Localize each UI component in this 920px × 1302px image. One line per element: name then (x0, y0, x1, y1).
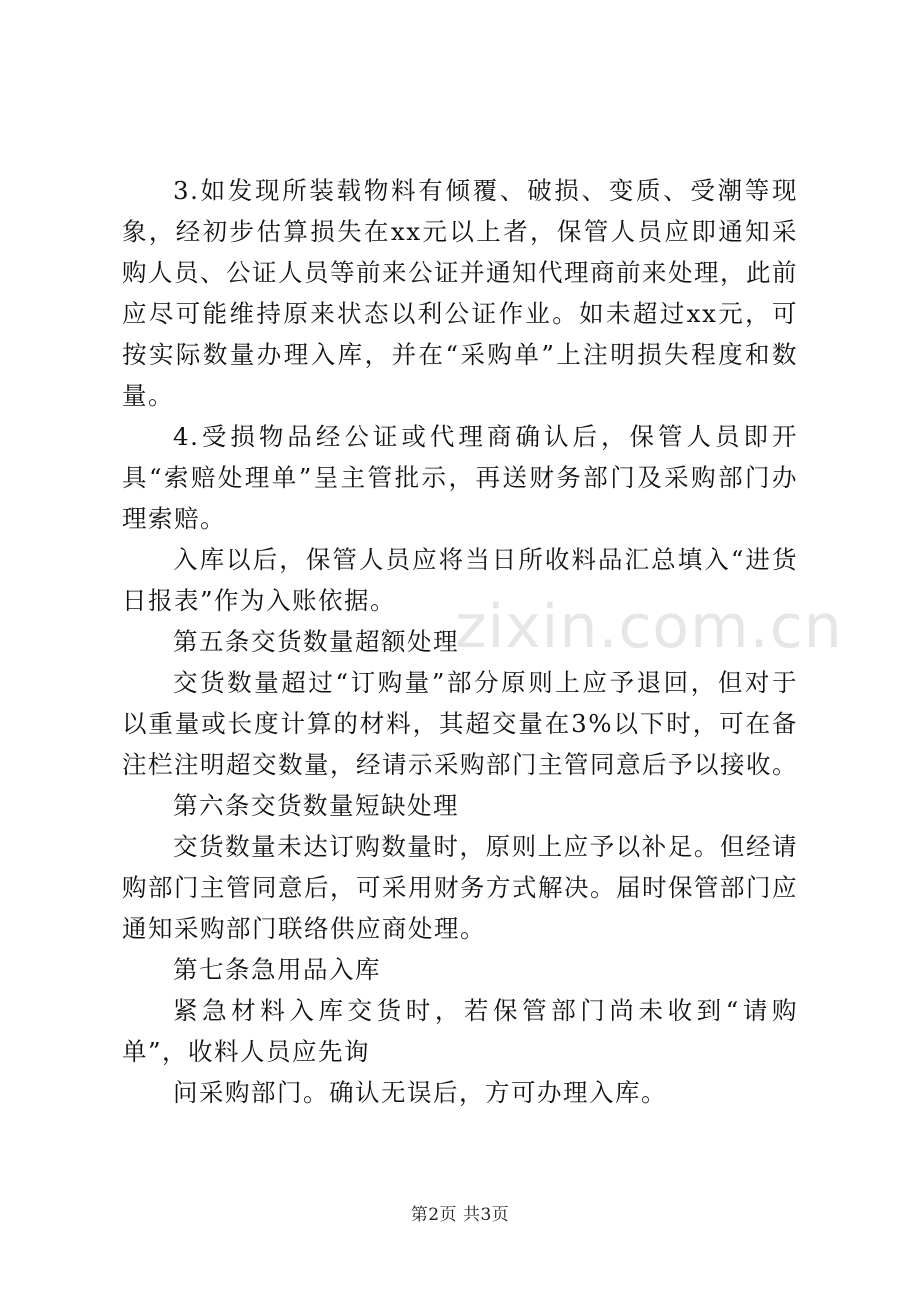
paragraph-article-6: 交货数量未达订购数量时，原则上应予以补足。但经请购部门主管同意后，可采用财务方式解决。届时保管部门应通知采购部门联络供应商处理。 (122, 832, 798, 943)
section-heading-article-6: 第六条交货数量短缺处理 (173, 791, 459, 820)
paragraph-item-4: 4.受损物品经公证或代理商确认后，保管人员即开具“索赔处理单”呈主管批示，再送财务部门及采购部门办理索赔。 (122, 422, 798, 533)
section-heading-article-7: 第七条急用品入库 (173, 955, 381, 984)
paragraph-article-7-part-1: 紧急材料入库交货时，若保管部门尚未收到“请购单”，收料人员应先询 (122, 996, 798, 1066)
paragraph-after-storage: 入库以后，保管人员应将当日所收料品汇总填入“进货日报表”作为入账依据。 (122, 545, 798, 615)
page-number-footer: 第2页 共3页 (410, 1205, 510, 1225)
paragraph-article-7-part-2: 问采购部门。确认无误后，方可办理入库。 (173, 1078, 667, 1107)
watermark-text: zixin.com.cn (455, 592, 843, 662)
section-heading-article-5: 第五条交货数量超额处理 (173, 627, 459, 656)
document-body (122, 170, 798, 1113)
paragraph-item-3: 3.如发现所装载物料有倾覆、破损、变质、受潮等现象，经初步估算损失在xx元以上者，保管人员应即通知采购人员、公证人员等前来公证并通知代理商前来处理，此前应尽可能维持原来状态以利公证作业。如未超过xx元，可按实际数量办理入库，并在“采购单”上注明损失程度和数量。 (122, 176, 798, 410)
paragraph-article-5: 交货数量超过“订购量”部分原则上应予退回，但对于以重量或长度计算的材料，其超交量在3%以下时，可在备注栏注明超交数量，经请示采购部门主管同意后予以接收。 (122, 668, 798, 779)
